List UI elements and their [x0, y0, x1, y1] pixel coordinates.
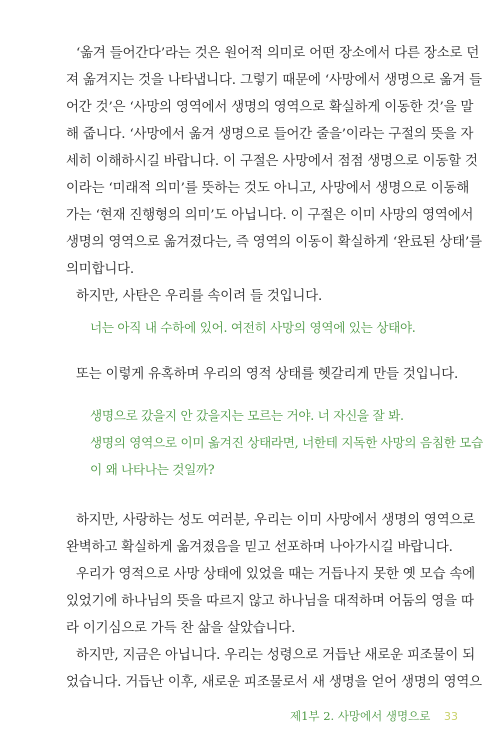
body-text-line: 라 이기심으로 가득 찬 삶을 살았습니다.: [66, 621, 296, 636]
body-text-line: 생명의 영역으로 옮겨졌다는, 즉 영역의 이동이 확실하게 ‘완료된 상태’를: [66, 235, 482, 250]
body-text-line: 완벽하고 확실하게 옮겨졌음을 믿고 선포하며 나아가시길 바랍니다.: [66, 540, 453, 555]
body-text-line: 었습니다. 거듭난 이후, 새로운 피조물로서 새 생명을 얻어 생명의 영역으: [66, 675, 482, 690]
body-text-line: 또는 이렇게 유혹하며 우리의 영적 상태를 헷갈리게 만들 것입니다.: [76, 367, 459, 382]
body-text-line: 져 옮겨지는 것을 나타냅니다. 그렇기 때문에 ‘사망에서 생명으로 옮겨 들: [66, 73, 482, 88]
body-text-line: 세히 이해하시길 바랍니다. 이 구절은 사망에서 점점 생명으로 이동할 것: [66, 154, 478, 169]
quote-line: 너는 아직 내 수하에 있어. 여전히 사망의 영역에 있는 상태야.: [90, 320, 416, 335]
quote-line: 이 왜 나타나는 것일까?: [90, 462, 215, 477]
body-text-line: ‘옮겨 들어간다’라는 것은 원어적 의미로 어떤 장소에서 다른 장소로 던: [76, 46, 480, 61]
page-footer: [290, 708, 458, 724]
quote-line: 생명의 영역으로 이미 옮겨진 상태라면, 너한테 지독한 사망의 음침한 모습: [90, 435, 483, 450]
body-text-line: 우리가 영적으로 사망 상태에 있었을 때는 거듭나지 못한 옛 모습 속에: [76, 567, 476, 582]
body-text-line: 어간 것’은 ‘사망의 영역에서 생명의 영역으로 확실하게 이동한 것’을 말: [66, 100, 474, 115]
quote-line: 생명으로 갔을지 안 갔을지는 모르는 거야. 너 자신을 잘 봐.: [90, 408, 404, 423]
body-text-line: 가는 ‘현재 진행형의 의미’도 아닙니다. 이 구절은 이미 사망의 영역에서: [66, 208, 474, 223]
footer-part-label: 제1부: [289, 709, 320, 723]
body-text-line: 해 줍니다. ‘사망에서 옮겨 생명으로 들어간 줄을’이라는 구절의 뜻을 자: [66, 127, 474, 142]
page-number: 33: [444, 710, 458, 723]
body-text-line: 있었기에 하나님의 뜻을 따르지 않고 하나님을 대적하며 어둠의 영을 따: [66, 594, 474, 609]
footer-chapter-title: 2. 사망에서 생명으로: [323, 709, 431, 723]
body-text-line: 하지만, 사랑하는 성도 여러분, 우리는 이미 사망에서 생명의 영역으로: [76, 513, 476, 528]
body-text-line: 의미합니다.: [66, 262, 135, 277]
body-text-line: 하지만, 지금은 아닙니다. 우리는 성령으로 거듭난 새로운 피조물이 되: [76, 648, 476, 663]
body-text-line: 이라는 ‘미래적 의미’를 뜻하는 것도 아니고, 사망에서 생명으로 이동해: [66, 181, 470, 196]
body-text-line: 하지만, 사탄은 우리를 속이려 들 것입니다.: [76, 289, 323, 304]
